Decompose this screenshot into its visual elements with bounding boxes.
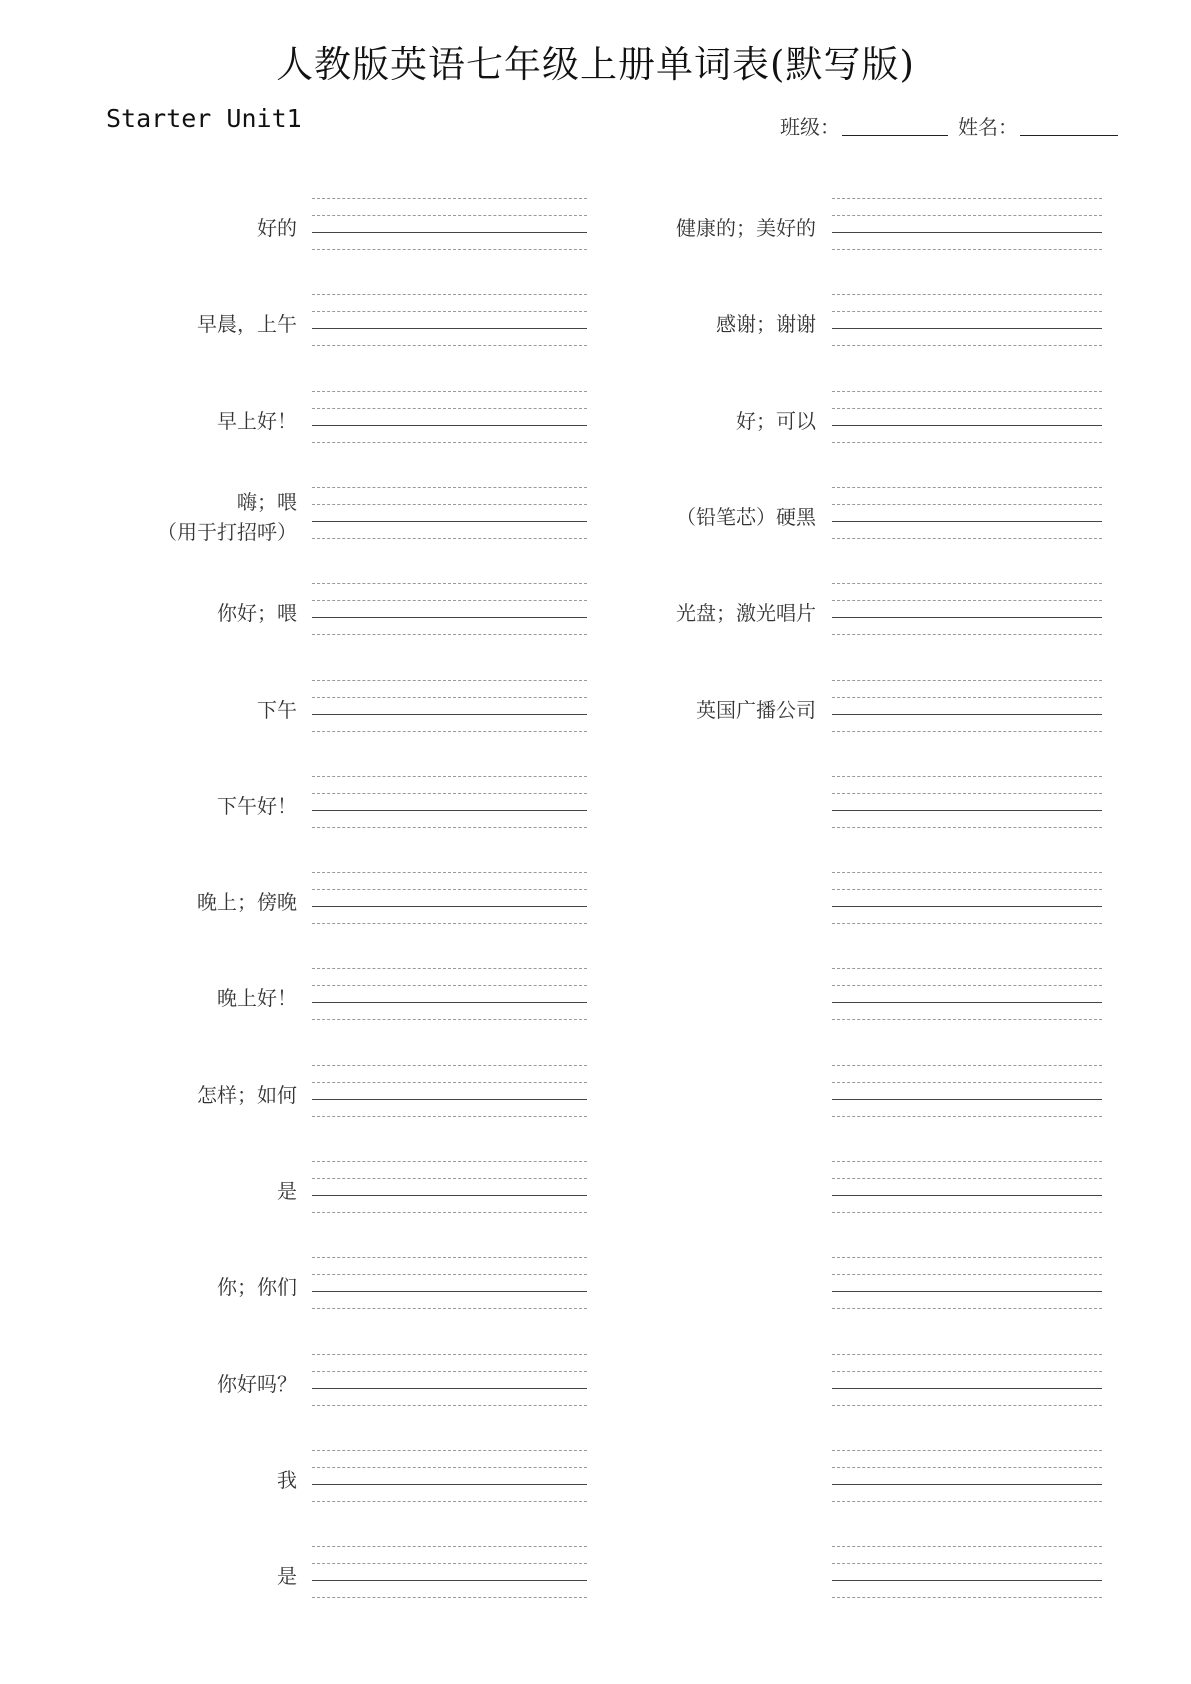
bottom-guide-line [832,827,1102,828]
upper-guide-line [832,1178,1102,1179]
entry-label-line: 你；你们 [217,1275,297,1300]
base-line [832,1484,1102,1485]
top-guide-line [832,1354,1102,1355]
bottom-guide-line [832,1308,1102,1309]
entry-label-line: 光盘；激光唱片 [676,601,816,626]
entry-label-line: 晚上；傍晚 [197,890,297,915]
page-title: 人教版英语七年级上册单词表(默写版) [276,43,915,86]
entry-label-line: 是 [277,1564,297,1589]
upper-guide-line [832,1371,1102,1372]
right-writing-lines[interactable] [832,680,1102,740]
bottom-guide-line [832,1597,1102,1598]
entry-label-line: （用于打招呼） [157,519,297,544]
right-writing-lines[interactable] [832,1354,1102,1414]
upper-guide-line [832,215,1102,216]
right-writing-lines[interactable] [832,1161,1102,1221]
right-writing-lines[interactable] [832,968,1102,1028]
entry-label-line: 晚上好！ [217,986,297,1011]
base-line [832,1291,1102,1292]
right-writing-lines[interactable] [832,294,1102,354]
right-entry-label [676,487,816,547]
bottom-guide-line [832,1212,1102,1213]
base-line [832,328,1102,329]
upper-guide-line [832,793,1102,794]
right-entry [0,487,1102,547]
right-entry [0,1354,1102,1414]
bottom-guide-line [832,442,1102,443]
right-entry [0,1257,1102,1317]
right-entry [0,776,1102,836]
base-line [832,232,1102,233]
top-guide-line [832,1161,1102,1162]
right-writing-lines[interactable] [832,391,1102,451]
top-guide-line [832,294,1102,295]
base-line [832,1388,1102,1389]
bottom-guide-line [832,1405,1102,1406]
upper-guide-line [832,600,1102,601]
base-line [832,1002,1102,1003]
right-writing-lines[interactable] [832,583,1102,643]
class-label: 班级： [780,115,840,139]
base-line [832,1195,1102,1196]
upper-guide-line [832,889,1102,890]
right-entry-label [716,294,816,354]
right-entry [0,391,1102,451]
unit-label: Starter Unit1 [106,104,302,133]
bottom-guide-line [832,538,1102,539]
right-entry-label [736,391,816,451]
entry-label-line: 健康的；美好的 [676,216,816,240]
right-writing-lines[interactable] [832,487,1102,547]
base-line [832,1099,1102,1100]
top-guide-line [832,391,1102,392]
right-entry [0,680,1102,740]
upper-guide-line [832,697,1102,698]
right-entry-label [676,583,816,643]
right-entry [0,872,1102,932]
bottom-guide-line [832,1116,1102,1117]
bottom-guide-line [832,1501,1102,1502]
right-entry [0,294,1102,354]
entry-label-line: （铅笔芯）硬黑 [676,504,816,529]
base-line [832,810,1102,811]
bottom-guide-line [832,1019,1102,1020]
entry-label-line: 英国广播公司 [696,697,816,722]
top-guide-line [832,1257,1102,1258]
right-entry [0,1065,1102,1125]
entry-label-line: 好；可以 [736,408,816,433]
right-entry [0,583,1102,643]
entry-label-line: 是 [277,1179,297,1203]
base-line [832,617,1102,618]
entry-label-line: 你好吗？ [217,1371,297,1396]
upper-guide-line [832,504,1102,505]
upper-guide-line [832,1274,1102,1275]
top-guide-line [832,680,1102,681]
top-guide-line [832,198,1102,199]
top-guide-line [832,1546,1102,1547]
right-writing-lines[interactable] [832,1546,1102,1606]
right-writing-lines[interactable] [832,1257,1102,1317]
entry-label-line: 下午好！ [217,793,297,818]
top-guide-line [832,583,1102,584]
top-guide-line [832,1065,1102,1066]
right-writing-lines[interactable] [832,198,1102,258]
bottom-guide-line [832,345,1102,346]
base-line [832,906,1102,907]
top-guide-line [832,968,1102,969]
top-guide-line [832,872,1102,873]
entry-label-line: 怎样；如何 [197,1082,297,1107]
bottom-guide-line [832,249,1102,250]
right-entry [0,968,1102,1028]
class-field[interactable] [842,135,948,136]
right-writing-lines[interactable] [832,872,1102,932]
right-writing-lines[interactable] [832,1450,1102,1510]
upper-guide-line [832,1082,1102,1083]
top-guide-line [832,1450,1102,1451]
header-fields [780,108,1120,138]
base-line [832,714,1102,715]
entry-label-line: 好的 [257,216,297,240]
entry-label-line: 感谢；谢谢 [716,312,816,337]
top-guide-line [832,487,1102,488]
entry-label-line: 早晨，上午 [197,312,297,337]
bottom-guide-line [832,731,1102,732]
entry-label-line: 我 [277,1467,297,1492]
upper-guide-line [832,311,1102,312]
upper-guide-line [832,408,1102,409]
entry-label-line: 你好；喂 [217,601,297,626]
right-writing-lines[interactable] [832,776,1102,836]
entry-label-line: 早上好！ [217,408,297,433]
upper-guide-line [832,1563,1102,1564]
name-label: 姓名： [958,115,1018,139]
name-field[interactable] [1020,135,1118,136]
right-entry-label [676,198,816,258]
right-entry [0,198,1102,258]
right-entry [0,1161,1102,1221]
right-entry-label [696,680,816,740]
base-line [832,521,1102,522]
right-writing-lines[interactable] [832,1065,1102,1125]
right-entry [0,1546,1102,1606]
base-line [832,425,1102,426]
entry-label-line: 下午 [257,697,297,722]
bottom-guide-line [832,634,1102,635]
bottom-guide-line [832,923,1102,924]
upper-guide-line [832,985,1102,986]
upper-guide-line [832,1467,1102,1468]
right-entry [0,1450,1102,1510]
base-line [832,1580,1102,1581]
entry-label-line: 嗨；喂 [237,489,297,514]
top-guide-line [832,776,1102,777]
